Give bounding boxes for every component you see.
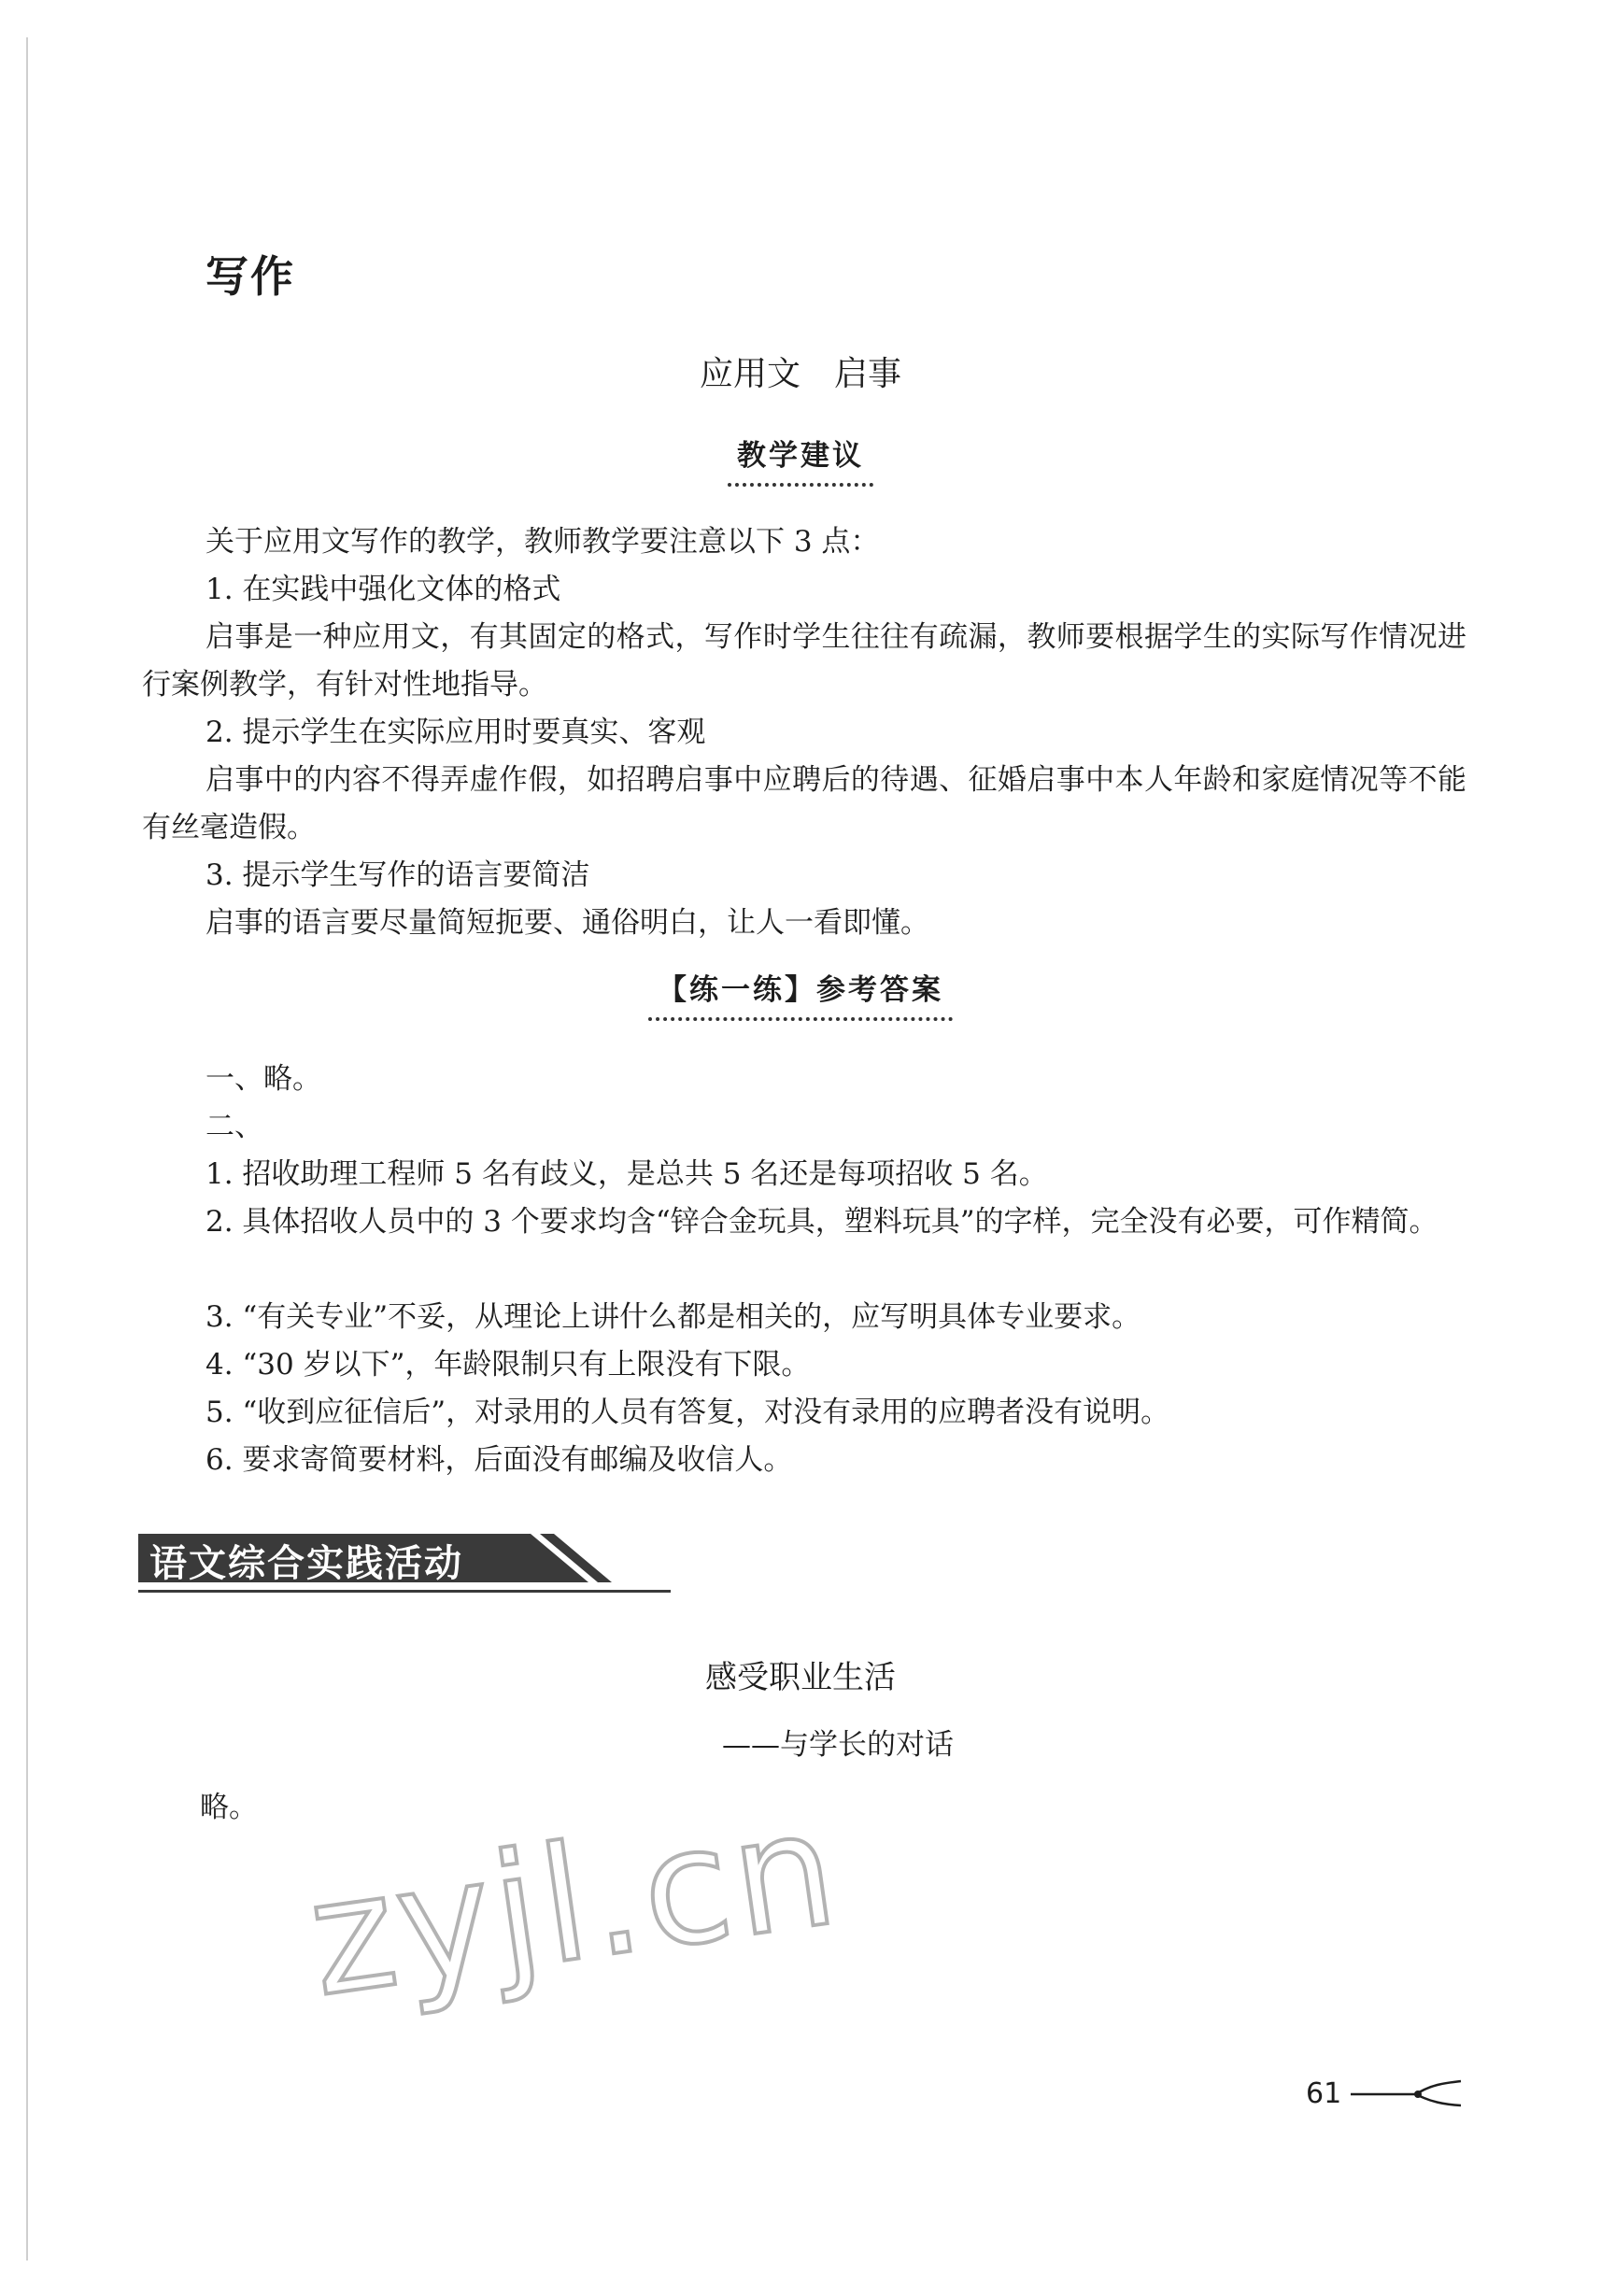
teaching-para-1: 启事是一种应用文，有其固定的格式，写作时学生往往有疏漏，教师要根据学生的实际写作情况进行案例教学，有针对性地指导。	[142, 620, 1466, 702]
answer-2: 二、	[205, 1110, 263, 1143]
answer-2-item-1: 1. 招收助理工程师 5 名有歧义，是总共 5 名还是每项招收 5 名。	[205, 1157, 1048, 1191]
teaching-heading-wrap	[0, 432, 1601, 487]
activity-banner-text: 语文综合实践活动	[149, 1542, 463, 1585]
practice-heading: 【练一练】参考答案	[648, 966, 953, 1021]
teaching-point-3: 3. 提示学生写作的语言要简洁	[205, 858, 590, 892]
teaching-intro: 关于应用文写作的教学，教师教学要注意以下 3 点：	[205, 525, 880, 559]
activity-subtitle: ——与学长的对话	[722, 1728, 954, 1762]
watermark-text: zyjl.cn	[299, 1776, 850, 2034]
page-ornament-icon	[1351, 2079, 1463, 2107]
teaching-para-2: 启事中的内容不得弄虚作假，如招聘启事中应聘后的待遇、征婚启事中本人年龄和家庭情况等不能有丝毫造假。	[142, 763, 1466, 844]
page-number: 61	[1306, 2077, 1342, 2110]
answer-1: 一、略。	[205, 1062, 321, 1096]
teaching-para-3: 启事的语言要尽量简短扼要、通俗明白，让人一看即懂。	[205, 906, 929, 940]
teaching-point-1: 1. 在实践中强化文体的格式	[205, 573, 561, 606]
activity-title: 感受职业生活	[705, 1659, 896, 1696]
practice-heading-wrap	[0, 966, 1601, 1021]
answer-2-item-6: 6. 要求寄简要材料，后面没有邮编及收信人。	[205, 1443, 793, 1477]
answer-2-item-2: 2. 具体招收人员中的 3 个要求均含“锌合金玩具，塑料玩具”的字样，完全没有必要，可作精简。	[205, 1205, 1438, 1239]
section-heading-writing: 写作	[205, 251, 295, 302]
teaching-point-2: 2. 提示学生在实际应用时要真实、客观	[205, 716, 706, 749]
answer-2-item-3: 3. “有关专业”不妥，从理论上讲什么都是相关的，应写明具体专业要求。	[205, 1300, 1141, 1334]
article-title: 应用文 启事	[699, 355, 901, 393]
answer-2-item-4: 4. “30 岁以下”，年龄限制只有上限没有下限。	[205, 1348, 811, 1382]
activity-body: 略。	[200, 1791, 258, 1824]
answer-2-item-5: 5. “收到应征信后”，对录用的人员有答复，对没有录用的应聘者没有说明。	[205, 1396, 1170, 1429]
teaching-heading: 教学建议	[728, 432, 873, 487]
